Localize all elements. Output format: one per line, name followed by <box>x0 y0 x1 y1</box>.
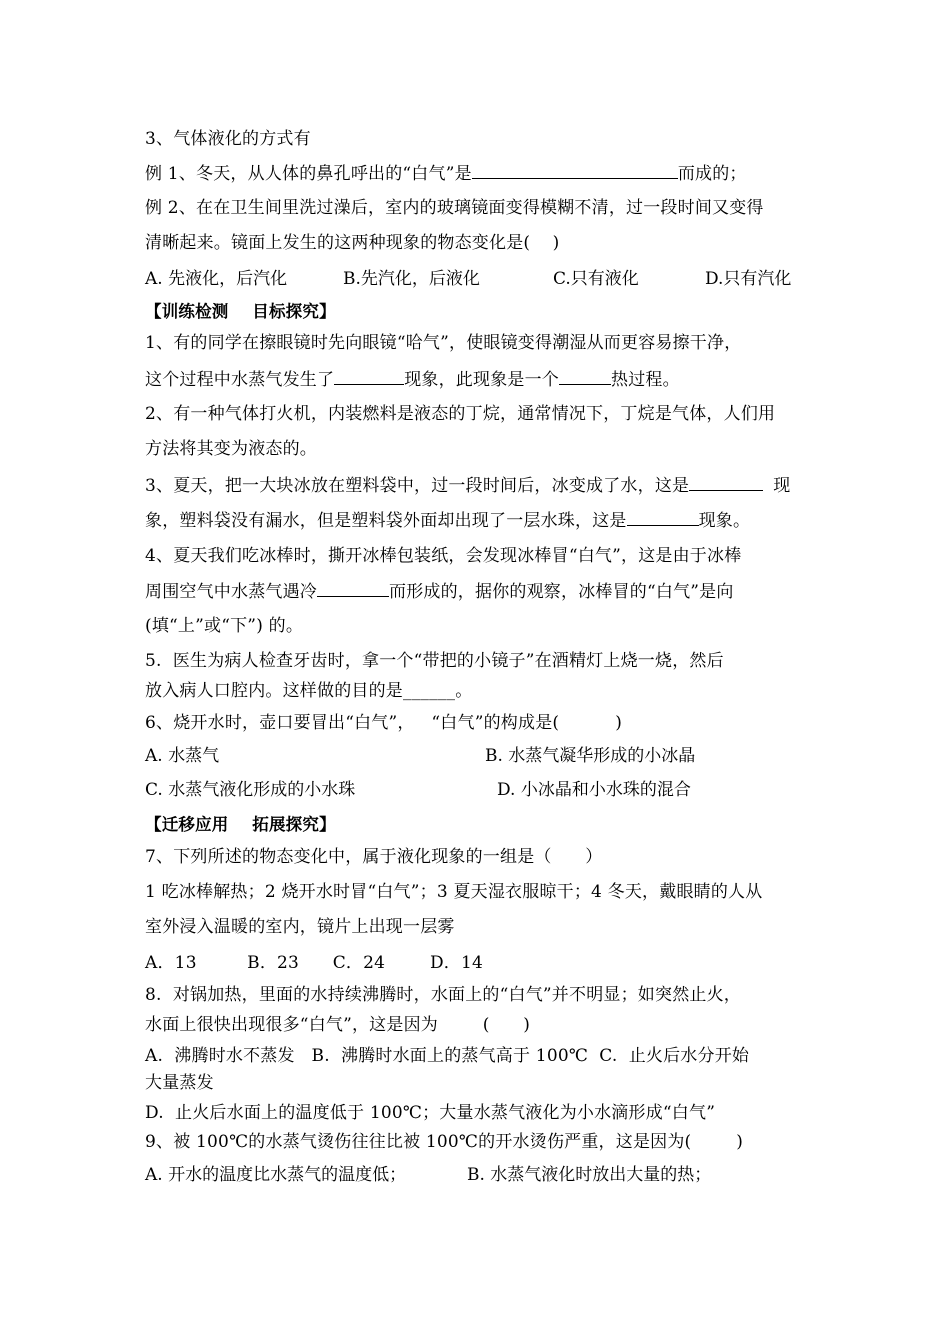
example-1-end: 而成的； <box>677 164 747 184</box>
q8-line-1: 8. 对锅加热，里面的水持续沸腾时，水面上的“白气”并不明显；如突然止火， <box>145 985 742 1005</box>
q2-line-1: 2、有一种气体打火机，内装燃料是液态的丁烷，通常情况下，丁烷是气体，人们用 <box>145 404 776 424</box>
q6-stem: 6、烧开水时，壶口要冒出“白气”， “白气”的构成是( ) <box>145 713 623 733</box>
q3-text-a: 3、夏天，把一大块冰放在塑料袋中，过一段时间后，冰变成了水，这是 <box>145 476 690 496</box>
q4-text-b: 而形成的，据你的观察，冰棒冒的“白气”是向 <box>389 582 734 602</box>
q1-text-b: 现象，此现象是一个 <box>404 370 560 390</box>
section-heading-application: 【迁移应用 拓展探究】 <box>145 815 336 834</box>
q6-option-d: D. 小冰晶和小水珠的混合 <box>497 780 691 800</box>
blank-line[interactable] <box>472 162 678 179</box>
q5-line-1: 5. 医生为病人检查牙齿时，拿一个“带把的小镜子”在酒精灯上烧一烧，然后 <box>145 651 724 671</box>
q4-text-a: 周围空气中水蒸气遇冷 <box>145 582 317 602</box>
q3-text-c: 象，塑料袋没有漏水，但是塑料袋外面却出现了一层水珠，这是 <box>145 511 627 531</box>
example-2-line-2: 清晰起来。镜面上发生的这两种现象的物态变化是( ) <box>145 233 560 253</box>
q7-stem: 7、下列所述的物态变化中，属于液化现象的一组是（ ） <box>145 847 603 867</box>
blank-line[interactable] <box>689 474 763 491</box>
blank-line[interactable] <box>559 368 611 385</box>
q8-option-d: D. 止火后水面上的温度低于 100℃；大量水蒸气液化为小水滴形成“白气” <box>145 1103 716 1123</box>
q9-option-a: A. 开水的温度比水蒸气的温度低； <box>145 1165 407 1185</box>
q2-line-2: 方法将其变为液态的。 <box>145 439 317 459</box>
q8-options-line-2: 大量蒸发 <box>145 1073 214 1093</box>
q1-text-a: 这个过程中水蒸气发生了 <box>145 370 335 390</box>
blank-line[interactable] <box>334 368 404 385</box>
q6-option-c: C. 水蒸气液化形成的小水珠 <box>145 780 356 800</box>
q3-text-d: 现象。 <box>698 511 751 531</box>
q3-text-b: 现 <box>773 476 791 496</box>
q6-option-b: B. 水蒸气凝华形成的小冰晶 <box>485 746 696 766</box>
blank-line[interactable] <box>317 580 389 597</box>
q6-option-a: A. 水蒸气 <box>145 746 220 766</box>
q3-liquefaction-methods: 3、气体液化的方式有 <box>145 129 311 149</box>
option-c: C.只有液化 <box>553 269 639 289</box>
example-1 <box>145 162 747 185</box>
blank-line[interactable] <box>627 509 699 526</box>
q3-line-2 <box>145 509 750 532</box>
q7-items-line-1: 1 吃冰棒解热；2 烧开水时冒“白气”；3 夏天湿衣服晾干；4 冬天，戴眼睛的人从 <box>145 882 763 902</box>
q3-line-1 <box>145 474 790 497</box>
q8-line-2: 水面上很快出现很多“白气”，这是因为 ( ) <box>145 1015 531 1035</box>
option-d: D.只有汽化 <box>705 269 792 289</box>
q1-line-1: 1、有的同学在擦眼镜时先向眼镜“哈气”，使眼镜变得潮湿从而更容易擦干净， <box>145 333 742 353</box>
example-1-text: 例 1、冬天，从人体的鼻孔呼出的“白气”是 <box>145 164 472 184</box>
section-heading-training: 【训练检测 目标探究】 <box>145 302 336 321</box>
q4-line-2 <box>145 580 734 603</box>
option-a: A. 先液化，后汽化 <box>145 269 288 289</box>
q1-text-c: 热过程。 <box>611 370 680 390</box>
q1-line-2 <box>145 368 680 391</box>
q7-options: A．13 B．23 C．24 D．14 <box>145 953 484 973</box>
q9-stem: 9、被 100℃的水蒸气烫伤往往比被 100℃的开水烫伤严重，这是因为( ) <box>145 1132 744 1152</box>
q4-line-1: 4、夏天我们吃冰棒时，撕开冰棒包装纸，会发现冰棒冒“白气”，这是由于冰棒 <box>145 546 742 566</box>
q4-line-3: (填“上”或“下”) 的。 <box>145 616 304 636</box>
example-2-line-1: 例 2、在在卫生间里洗过澡后，室内的玻璃镜面变得模糊不清，过一段时间又变得 <box>145 198 764 218</box>
q5-line-2: 放入病人口腔内。这样做的目的是______。 <box>145 681 473 701</box>
option-b: B.先汽化，后液化 <box>343 269 480 289</box>
q7-items-line-2: 室外浸入温暖的室内，镜片上出现一层雾 <box>145 917 455 937</box>
q9-option-b: B. 水蒸气液化时放出大量的热； <box>467 1165 712 1185</box>
q8-options-line-1: A. 沸腾时水不蒸发 B. 沸腾时水面上的蒸气高于 100℃ C. 止火后水分开始 <box>145 1046 750 1066</box>
